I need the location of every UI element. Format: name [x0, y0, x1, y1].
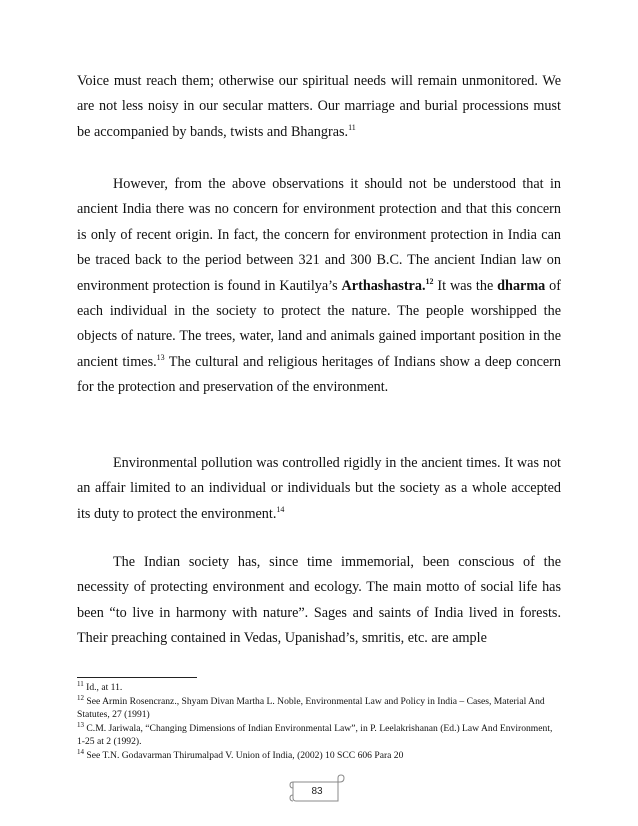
- paragraph-2: However, from the above observations it should not be understood that in ancient India there was no concern for environment protection and that this concern is only of recent origin. In fact, the concern for environment protection in India can be traced back to the period between 321 and 300 B.C. The ancient Indian law on environment protection is found in Kautilya’s Arthashastra.$^{12}$ It was the dharma of each individual in the society to protect the nature. The people worshipped the objects of nature. The trees, water, land and animals gained important position in the ancient times.$^{13}$ The cultural and religious heritages of Indians show a deep concern for the protection and preservation of the environment.: [77, 176, 561, 396]
- arthashastra-term: Arthashastra.: [341, 277, 426, 294]
- page-number: 83: [311, 785, 323, 797]
- footnote: $^{12}$ See Armin Rosencranz., Shyam Divan Martha L. Noble, Environmental Law and Policy in India – Cases, Material And Statutes, 27 (1991): [77, 693, 545, 721]
- footnote: $^{11}$ Id., at 11.: [77, 680, 123, 693]
- dharma-term: dharma: [497, 277, 546, 294]
- paragraph-3: Environmental pollution was controlled rigidly in the ancient times. It was not an affair limited to an individual or individuals but the society as a whole accepted its duty to protect the environment.$^{14}$: [77, 455, 561, 522]
- body-text: [77, 451, 561, 527]
- footnote-ref-12[interactable]: 12: [425, 276, 434, 286]
- footnote-separator: [77, 677, 197, 678]
- body-text: [77, 172, 561, 401]
- footnote: $^{13}$ C.M. Jariwala, “Changing Dimensions of Indian Environmental Law”, in P. Leelakrishanan (Ed.) Law And Environment, 1-25 at 2 (1992).: [77, 720, 553, 748]
- paragraph-4: The Indian society has, since time immemorial, been conscious of the necessity of protecting environment and ecology. The main motto of social life has been “to live in harmony with nature”. Sages and saints of India lived in forests. Their preaching contained in Vedas, Upanishad’s, smritis, etc. are ample: [77, 554, 561, 647]
- footnote-ref-11[interactable]: 11: [348, 122, 356, 132]
- body-text: [77, 69, 561, 145]
- page-number-scroll: [287, 773, 347, 803]
- paragraph-1: Voice must reach them; otherwise our spiritual needs will remain unmonitored. We are not less noisy in our secular matters. Our marriage and burial processions must be accompanied by bands, twists and Bhangras.$^{11}$: [77, 73, 561, 140]
- body-text: [77, 550, 561, 652]
- footnote-ref-13[interactable]: 13: [156, 352, 165, 362]
- footnote: $^{14}$ See T.N. Godavarman Thirumalpad V. Union of India, (2002) 10 SCC 606 Para 20: [77, 747, 404, 761]
- footnotes: [77, 677, 561, 763]
- footnote-ref-14[interactable]: 14: [276, 504, 285, 514]
